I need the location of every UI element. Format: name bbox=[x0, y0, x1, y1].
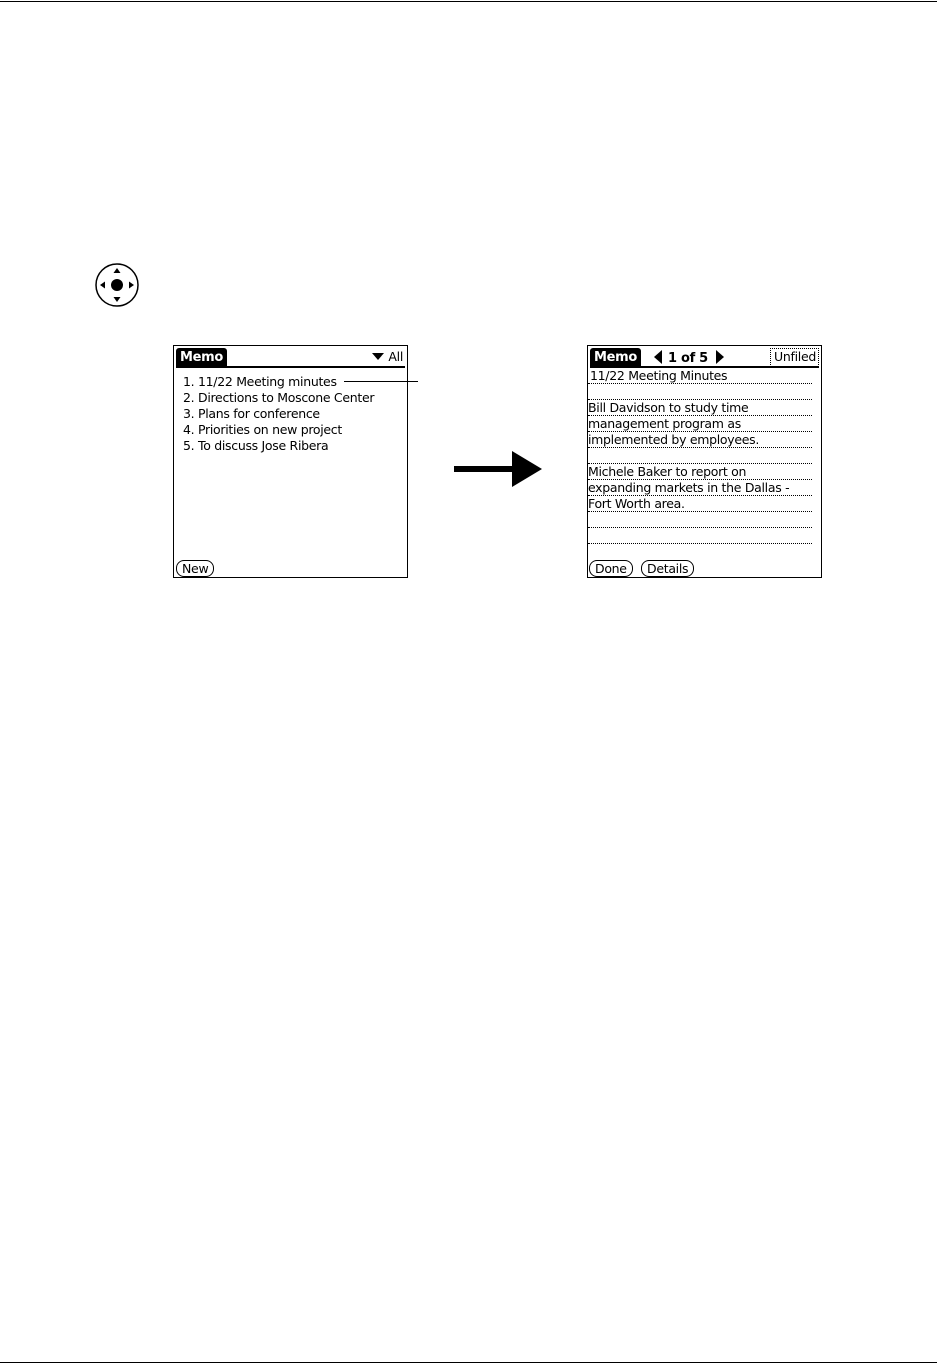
category-label: All bbox=[388, 349, 403, 364]
memo-text-area[interactable] bbox=[588, 368, 812, 544]
memo-view-title-bar bbox=[590, 348, 819, 368]
category-picker[interactable] bbox=[372, 349, 403, 365]
memo-position: 1 of 5 bbox=[668, 351, 708, 366]
arrow-right-icon bbox=[454, 451, 542, 487]
app-title: Memo bbox=[176, 348, 227, 366]
memo-list bbox=[183, 374, 374, 454]
memo-list-screen bbox=[173, 345, 408, 578]
memo-list-item[interactable]: 1. 11/22 Meeting minutes bbox=[183, 374, 337, 389]
memo-line: Bill Davidson to study time bbox=[588, 400, 812, 416]
memo-view-screen bbox=[587, 345, 822, 578]
memo-line: implemented by employees. bbox=[588, 432, 812, 448]
memo-line: 11/22 Meeting Minutes bbox=[588, 368, 812, 384]
done-button[interactable]: Done bbox=[589, 560, 633, 577]
memo-list-item[interactable]: 5. To discuss Jose Ribera bbox=[183, 438, 329, 453]
memo-line bbox=[588, 384, 812, 400]
memo-line bbox=[588, 528, 812, 544]
bottom-page-rule bbox=[0, 1362, 937, 1363]
memo-line: Fort Worth area. bbox=[588, 496, 812, 512]
memo-line: expanding markets in the Dallas - bbox=[588, 480, 812, 496]
category-picker[interactable]: Unfiled bbox=[770, 348, 819, 365]
details-button[interactable]: Details bbox=[641, 560, 694, 577]
memo-navigation bbox=[654, 350, 724, 366]
memo-list-item[interactable]: 2. Directions to Moscone Center bbox=[183, 390, 375, 405]
memo-line: Michele Baker to report on bbox=[588, 464, 812, 480]
memo-line: management program as bbox=[588, 416, 812, 432]
dropdown-triangle-icon bbox=[372, 353, 384, 360]
memo-list-item[interactable]: 4. Priorities on new project bbox=[183, 422, 342, 437]
memo-list-item[interactable]: 3. Plans for conference bbox=[183, 406, 320, 421]
top-page-rule bbox=[0, 1, 937, 2]
five-way-navigator-icon bbox=[94, 262, 140, 308]
memo-list-title-bar bbox=[176, 348, 405, 368]
app-title: Memo bbox=[590, 348, 641, 366]
previous-memo-icon[interactable] bbox=[654, 350, 662, 364]
new-button[interactable]: New bbox=[176, 560, 214, 577]
memo-line bbox=[588, 448, 812, 464]
next-memo-icon[interactable] bbox=[716, 350, 724, 364]
memo-line bbox=[588, 512, 812, 528]
callout-line bbox=[344, 381, 418, 382]
